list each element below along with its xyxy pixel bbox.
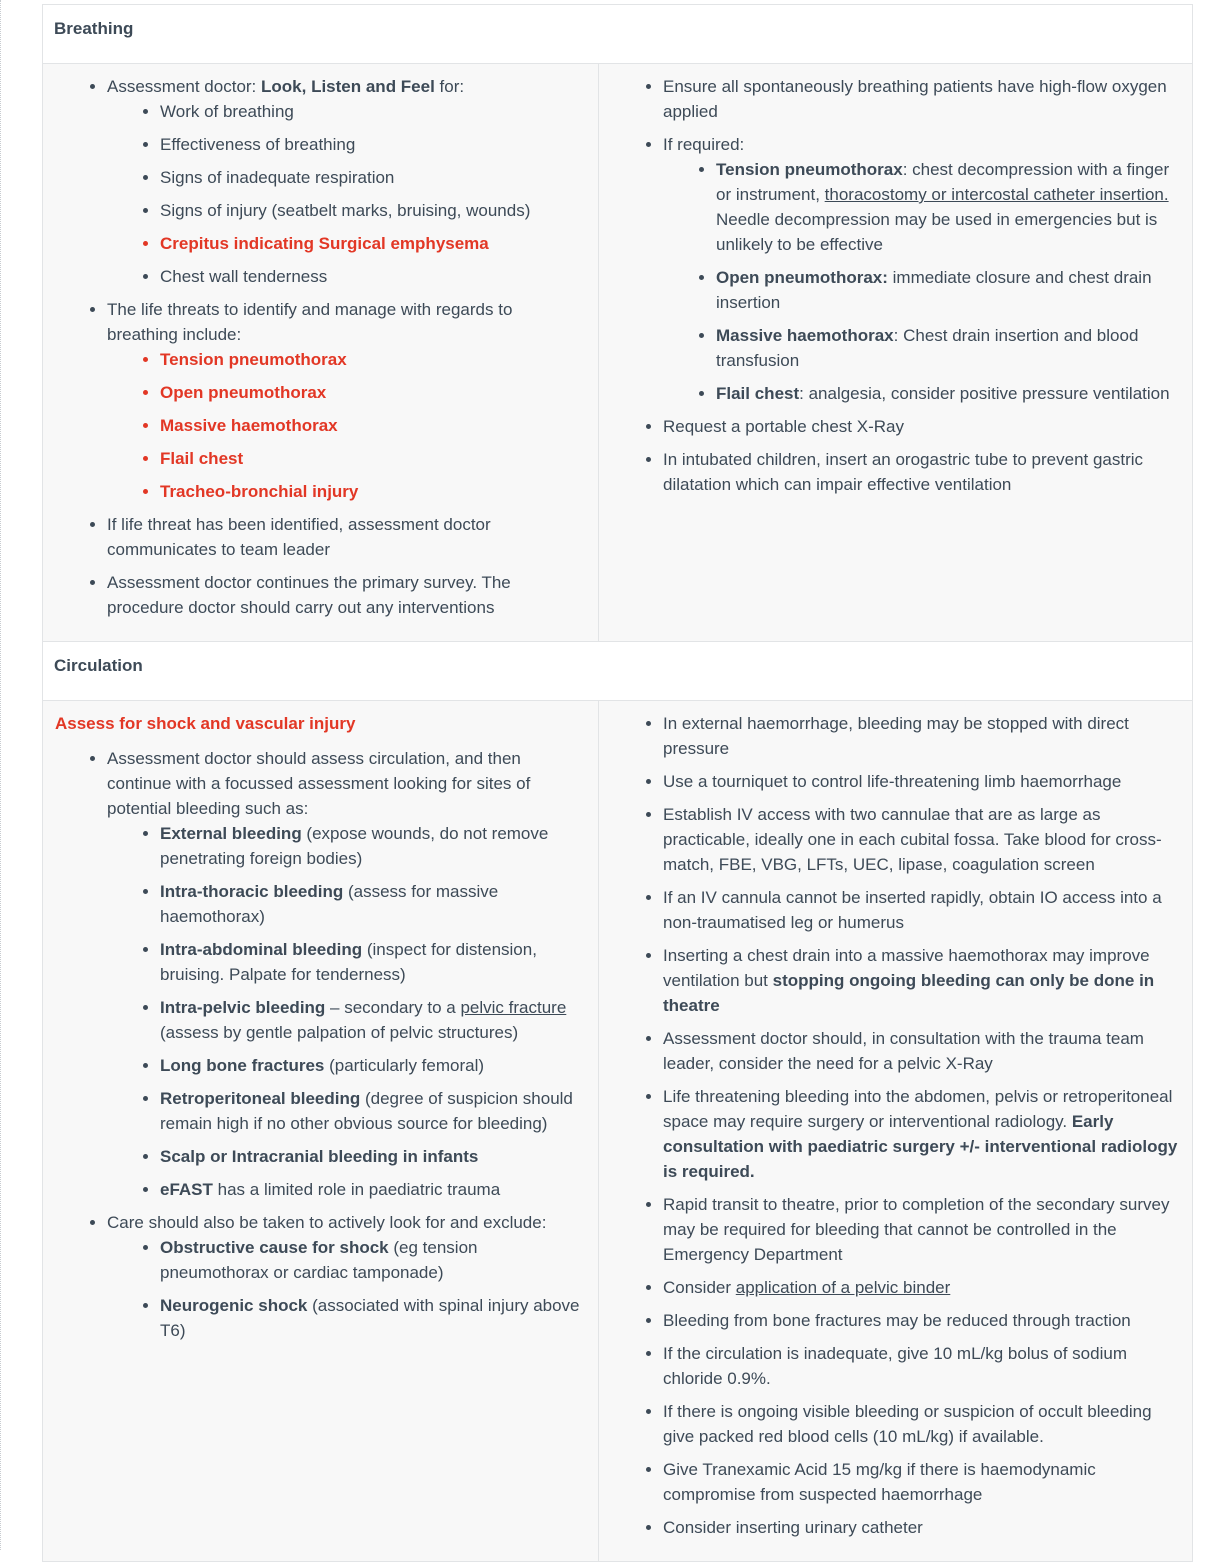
list-item: • If an IV cannula cannot be inserted rapidly, obtain IO access into a non-traumatised leg or humerus xyxy=(663,885,1184,935)
list-item xyxy=(160,1144,586,1169)
item-bold: Retroperitoneal bleeding xyxy=(160,1089,361,1108)
item-bold: External bleeding xyxy=(160,824,302,843)
list-item xyxy=(663,943,1184,1018)
list-item: • Bleeding from bone fractures may be reduced through traction xyxy=(663,1308,1184,1333)
item-bold: Look, Listen and Feel xyxy=(261,77,435,96)
list-item: • Request a portable chest X-Ray xyxy=(663,414,1184,439)
list-item xyxy=(160,821,586,871)
life-threat-item: • Open pneumothorax xyxy=(160,380,586,405)
item-text: Care should also be taken to actively look for and exclude: xyxy=(107,1213,547,1232)
list-item: • In external haemorrhage, bleeding may be stopped with direct pressure xyxy=(663,711,1184,761)
item-bold: stopping ongoing bleeding can only be done in theatre xyxy=(663,971,1155,1015)
item-text: Assessment doctor: xyxy=(107,77,262,96)
list-item: • If the circulation is inadequate, give 10 mL/kg bolus of sodium chloride 0.9%. xyxy=(663,1341,1184,1391)
list-item: • Rapid transit to theatre, prior to completion of the secondary survey may be required for bleeding that cannot be controlled in the Emergency Department xyxy=(663,1192,1184,1267)
item-bold: eFAST xyxy=(160,1180,213,1199)
list-item: • Establish IV access with two cannulae that are as large as practicable, ideally one in each cubital fossa. Take blood for cross-match, FBE, VBG, LFTs, UEC, lipase, coagulation screen xyxy=(663,802,1184,877)
list-item: • Chest wall tenderness xyxy=(160,264,586,289)
list-item: • Ensure all spontaneously breathing patients have high-flow oxygen applied xyxy=(663,74,1184,124)
item-text: Needle decompression may be used in emergencies but is unlikely to be effective xyxy=(716,210,1158,254)
circulation-management-cell xyxy=(599,701,1192,1561)
item-bold: Open pneumothorax: xyxy=(716,268,888,287)
item-text: Assessment doctor should assess circulation, and then continue with a focussed assessment looking for sites of potential bleeding such as: xyxy=(107,749,531,818)
circulation-assessment-list xyxy=(55,746,586,1343)
item-bold: Long bone fractures xyxy=(160,1056,325,1075)
list-item xyxy=(663,1275,1184,1300)
item-bold: Intra-thoracic bleeding xyxy=(160,882,344,901)
circulation-header-row xyxy=(42,641,1193,701)
list-item-highlight: • Crepitus indicating Surgical emphysema xyxy=(160,231,586,256)
item-bold: Tension pneumothorax xyxy=(716,160,903,179)
item-bold: Intra-abdominal bleeding xyxy=(160,940,363,959)
list-item xyxy=(160,937,586,987)
item-text: for: xyxy=(434,77,465,96)
list-item: • Consider inserting urinary catheter xyxy=(663,1515,1184,1540)
sub-list xyxy=(107,1235,586,1343)
breathing-assessment-cell xyxy=(43,64,599,642)
sub-list xyxy=(107,821,586,1202)
item-text: (inspect for distension, bruising. Palpate for tenderness) xyxy=(160,940,537,984)
item-text: (associated with spinal injury above T6) xyxy=(160,1296,580,1340)
item-bold: Scalp or Intracranial bleeding in infants xyxy=(160,1147,479,1166)
list-item xyxy=(663,1084,1184,1184)
item-text: (assess for massive haemothorax) xyxy=(160,882,499,926)
breathing-body-row xyxy=(42,63,1193,643)
page-left-edge xyxy=(0,0,5,1550)
life-threat-item: • Tension pneumothorax xyxy=(160,347,586,372)
item-bold: Flail chest xyxy=(716,384,800,403)
breathing-heading: Breathing xyxy=(54,19,134,38)
circulation-heading: Circulation xyxy=(54,656,143,675)
list-item xyxy=(716,265,1184,315)
sub-list xyxy=(107,99,586,289)
list-item xyxy=(160,1086,586,1136)
item-text: The life threats to identify and manage with regards to breathing include: xyxy=(107,300,513,344)
item-text: If required: xyxy=(663,135,745,154)
list-item xyxy=(716,157,1184,257)
life-threat-item: • Flail chest xyxy=(160,446,586,471)
item-text: (expose wounds, do not remove penetrating foreign bodies) xyxy=(160,824,549,868)
item-text: (degree of suspicion should remain high if no other obvious source for bleeding) xyxy=(160,1089,573,1133)
life-threat-item: • Massive haemothorax xyxy=(160,413,586,438)
circulation-assessment-cell xyxy=(43,701,599,1561)
list-item: • Assessment doctor continues the primary survey. The procedure doctor should carry out any interventions xyxy=(107,570,586,620)
list-item xyxy=(107,746,586,1202)
list-item: • Assessment doctor should, in consultation with the trauma team leader, consider the need for a pelvic X-Ray xyxy=(663,1026,1184,1076)
item-text: (assess by gentle palpation of pelvic structures) xyxy=(160,1023,519,1042)
circulation-body-row xyxy=(42,700,1193,1562)
item-text: has a limited role in paediatric trauma xyxy=(212,1180,501,1199)
sub-list xyxy=(107,347,586,504)
list-item: • Give Tranexamic Acid 15 mg/kg if there is haemodynamic compromise from suspected haemorrhage xyxy=(663,1457,1184,1507)
list-item xyxy=(107,74,586,289)
item-text: Life threatening bleeding into the abdomen, pelvis or retroperitoneal space may require surgery or interventional radiology. xyxy=(663,1087,1173,1131)
item-bold: Massive haemothorax xyxy=(716,326,894,345)
list-item xyxy=(160,1053,586,1078)
item-text: : chest decompression with a finger or instrument, xyxy=(716,160,1170,204)
list-item xyxy=(160,879,586,929)
list-item xyxy=(160,995,586,1045)
list-item: • Effectiveness of breathing xyxy=(160,132,586,157)
list-item: • Use a tourniquet to control life-threatening limb haemorrhage xyxy=(663,769,1184,794)
pelvic-binder-link[interactable]: application of a pelvic binder xyxy=(735,1278,951,1297)
item-text: (eg tension pneumothorax or cardiac tamponade) xyxy=(160,1238,478,1282)
list-item: • Signs of injury (seatbelt marks, bruising, wounds) xyxy=(160,198,586,223)
thoracostomy-link[interactable]: thoracostomy or intercostal catheter insertion. xyxy=(824,185,1169,204)
list-item xyxy=(107,297,586,504)
list-item xyxy=(716,323,1184,373)
item-text: : Chest drain insertion and blood transfusion xyxy=(716,326,1139,370)
item-bold: Early consultation with paediatric surgery +/- interventional radiology is required. xyxy=(663,1112,1178,1181)
item-bold: Neurogenic shock xyxy=(160,1296,308,1315)
list-item xyxy=(160,1177,586,1202)
breathing-header-row xyxy=(42,4,1193,64)
list-item xyxy=(107,1210,586,1343)
list-item: • Work of breathing xyxy=(160,99,586,124)
breathing-assessment-list xyxy=(55,74,586,620)
list-item xyxy=(160,1293,586,1343)
item-text: (particularly femoral) xyxy=(324,1056,485,1075)
list-item xyxy=(160,1235,586,1285)
sub-list xyxy=(663,157,1184,406)
item-text: : analgesia, consider positive pressure ventilation xyxy=(799,384,1170,403)
item-text: immediate closure and chest drain insertion xyxy=(716,268,1152,312)
breathing-management-list xyxy=(611,74,1184,497)
shock-assessment-title: Assess for shock and vascular injury xyxy=(55,714,356,733)
list-item xyxy=(663,132,1184,406)
circulation-management-list xyxy=(611,711,1184,1540)
breathing-management-cell xyxy=(599,64,1192,642)
item-text: Consider xyxy=(663,1278,736,1297)
list-item: • If life threat has been identified, assessment doctor communicates to team leader xyxy=(107,512,586,562)
pelvic-fracture-link[interactable]: pelvic fracture xyxy=(460,998,567,1017)
item-bold: Obstructive cause for shock xyxy=(160,1238,389,1257)
list-item: • Signs of inadequate respiration xyxy=(160,165,586,190)
list-item: • If there is ongoing visible bleeding or suspicion of occult bleeding give packed red blood cells (10 mL/kg) if available. xyxy=(663,1399,1184,1449)
life-threat-item: • Tracheo-bronchial injury xyxy=(160,479,586,504)
item-text: Inserting a chest drain into a massive haemothorax may improve ventilation but xyxy=(663,946,1150,990)
list-item: • In intubated children, insert an orogastric tube to prevent gastric dilatation which can impair effective ventilation xyxy=(663,447,1184,497)
item-text: – secondary to a xyxy=(325,998,461,1017)
item-bold: Intra-pelvic bleeding xyxy=(160,998,326,1017)
list-item xyxy=(716,381,1184,406)
